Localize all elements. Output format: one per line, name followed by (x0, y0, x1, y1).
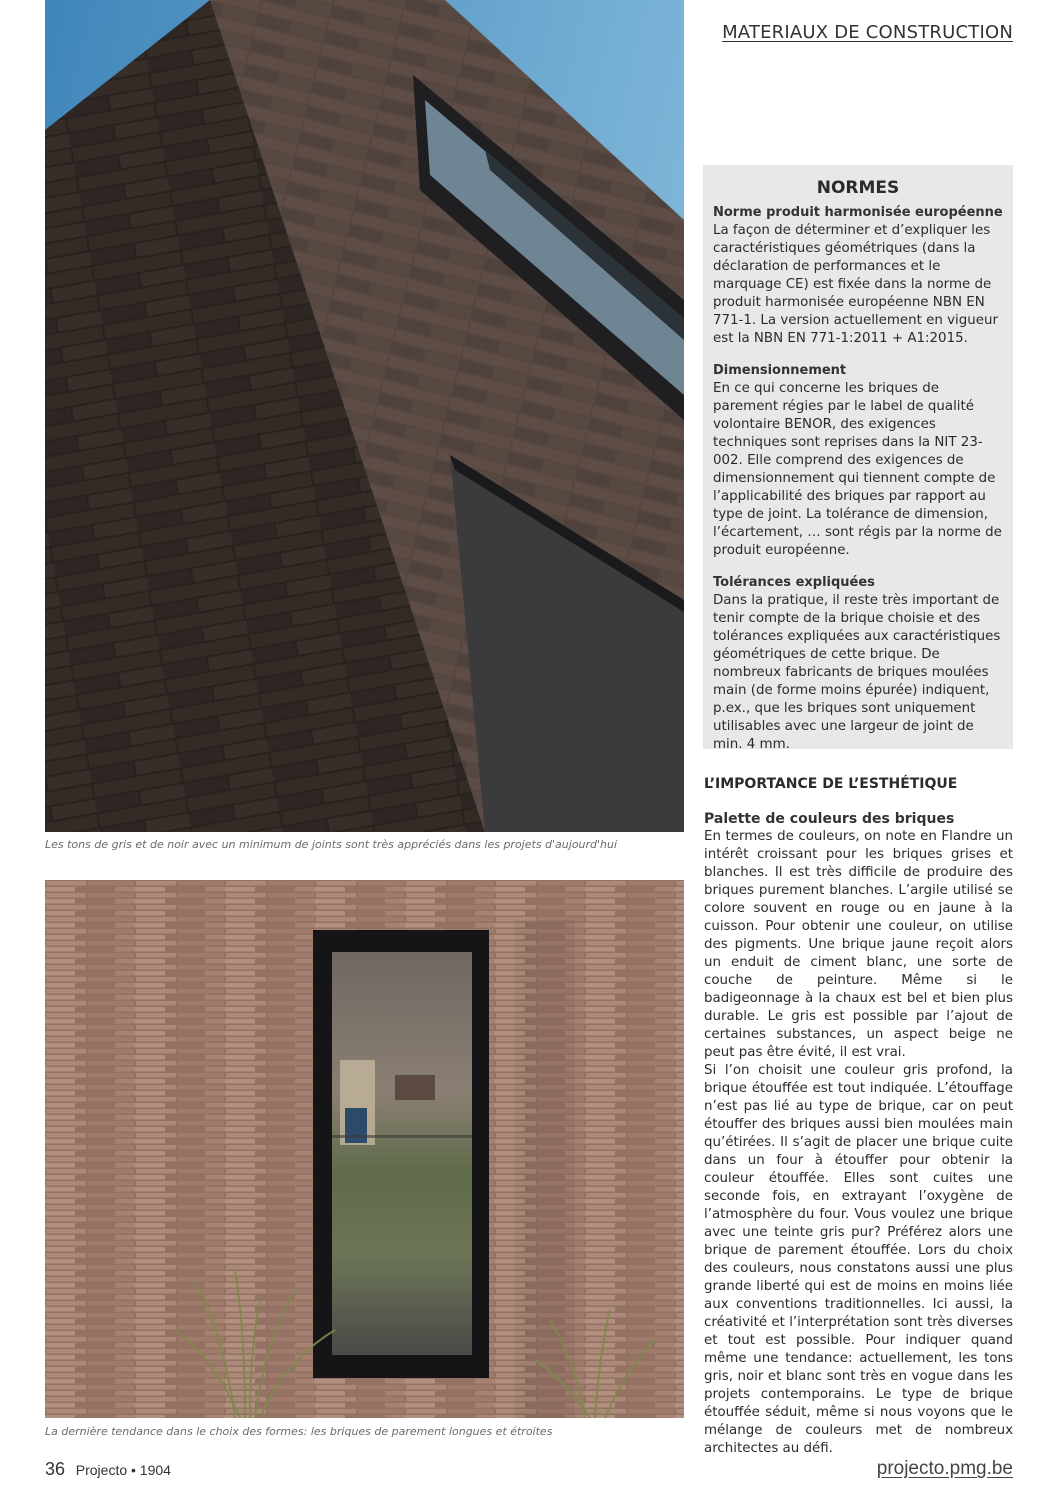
article-paragraph-2: Si l’on choisit une couleur gris profond, la brique étouffée est tout indiquée. L’étouffage n’est pas lié au type de brique, car on peut étouffer des briques aussi bien moulées main qu’étirées. Il s’agit de placer une brique cuite dans un four à étouffer pour obtenir la couleur étouffée. Elles sont cuites une seconde fois, en extrayant l’oxygène de l’atmosphère du four. Vous voulez une brique avec une teinte gris pur? Préférez alors une brique de parement étouffée. Lors du choix des couleurs, nous constatons aussi une plus grande liberté qui est de moins en moins liée aux conventions traditionnelles. Ici aussi, la créativité et l’interprétation sont très diverses et tout est possible. Pour indiquer quand même une tendance: actuellement, les tons gris, noir et blanc sont très en vogue dans les projets contemporains. Le type de brique étouffée séduit, même si nous voyons que le mélange de couleurs met de nombreux architectes au défi. (704, 1063, 1013, 1456)
magazine-issue: Projecto • 1904 (75, 1462, 171, 1478)
normes-section2-text: En ce qui concerne les briques de parement régies par le label de qualité volontaire BENOR, des exigences techniques sont reprises dans la NIT 23-002. Elle comprend des exigences de dimensionnement qui tiennent compte de l’applicabilité des briques par rapport au type de joint. La tolérance de dimension, l’écartement, … sont régis par la norme de produit européenne. (713, 381, 1002, 558)
narrow-brick-window-photo (45, 880, 684, 1418)
article-heading: L’IMPORTANCE DE L’ESTHÉTIQUE (704, 776, 958, 792)
normes-sidebar-box (703, 165, 1013, 752)
section-header: MATERIAUX DE CONSTRUCTION (722, 22, 1013, 43)
normes-section2-title: Dimensionnement (713, 363, 847, 378)
normes-section1-text: La façon de déterminer et d’expliquer les caractéristiques géométriques (dans la déclaration de performances et le marquage CE) est fixée dans la norme de produit harmonisée européenne NBN EN 771-1. La version actuellement en vigueur est la NBN EN 771-1:2011 + A1:2015. (713, 223, 998, 346)
bottom-photo-caption: La dernière tendance dans le choix des formes: les briques de parement longues et étroites (45, 1425, 553, 1438)
normes-section3-title: Tolérances expliquées (713, 575, 875, 590)
normes-title: NORMES (816, 178, 900, 198)
website-link[interactable]: projecto.pmg.be (876, 1458, 1013, 1479)
page-number: 36 (45, 1459, 66, 1479)
article-subheading: Palette de couleurs des briques (704, 811, 955, 827)
normes-section1-title: Norme produit harmonisée européenne (713, 205, 1003, 220)
normes-section3-text: Dans la pratique, il reste très important de tenir compte de la brique choisie et des tolérances expliquées aux caractéristiques géométriques de cette brique. De nombreux fabricants de briques moulées main (de forme moins épurée) indiquent, p.ex., que les briques sont uniquement utilisables avec une largeur de joint de min. 4 mm. (713, 593, 1001, 752)
article-column (704, 776, 1013, 1458)
top-photo-caption: Les tons de gris et de noir avec un minimum de joints sont très appréciés dans les projets d'aujourd'hui (45, 838, 618, 851)
article-paragraph-1: En termes de couleurs, on note en Flandre un intérêt croissant pour les briques grises et blanches. Il est très difficile de produire des briques purement blanches. L’argile utilisé se colore souvent en rouge ou en jaune à la cuisson. Pour obtenir une couleur, on utilise des pigments. Une brique jaune reçoit alors un enduit de ciment blanc, une sorte de couche de peinture. Même si le badigeonnage à la chaux est bel et bien plus durable. Le gris est possible par l’ajout de certaines substances, un aspect beige ne peut pas être évité, il est vrai. (704, 829, 1013, 1060)
footer-left (45, 1459, 171, 1480)
dark-brick-building-photo (45, 0, 684, 832)
